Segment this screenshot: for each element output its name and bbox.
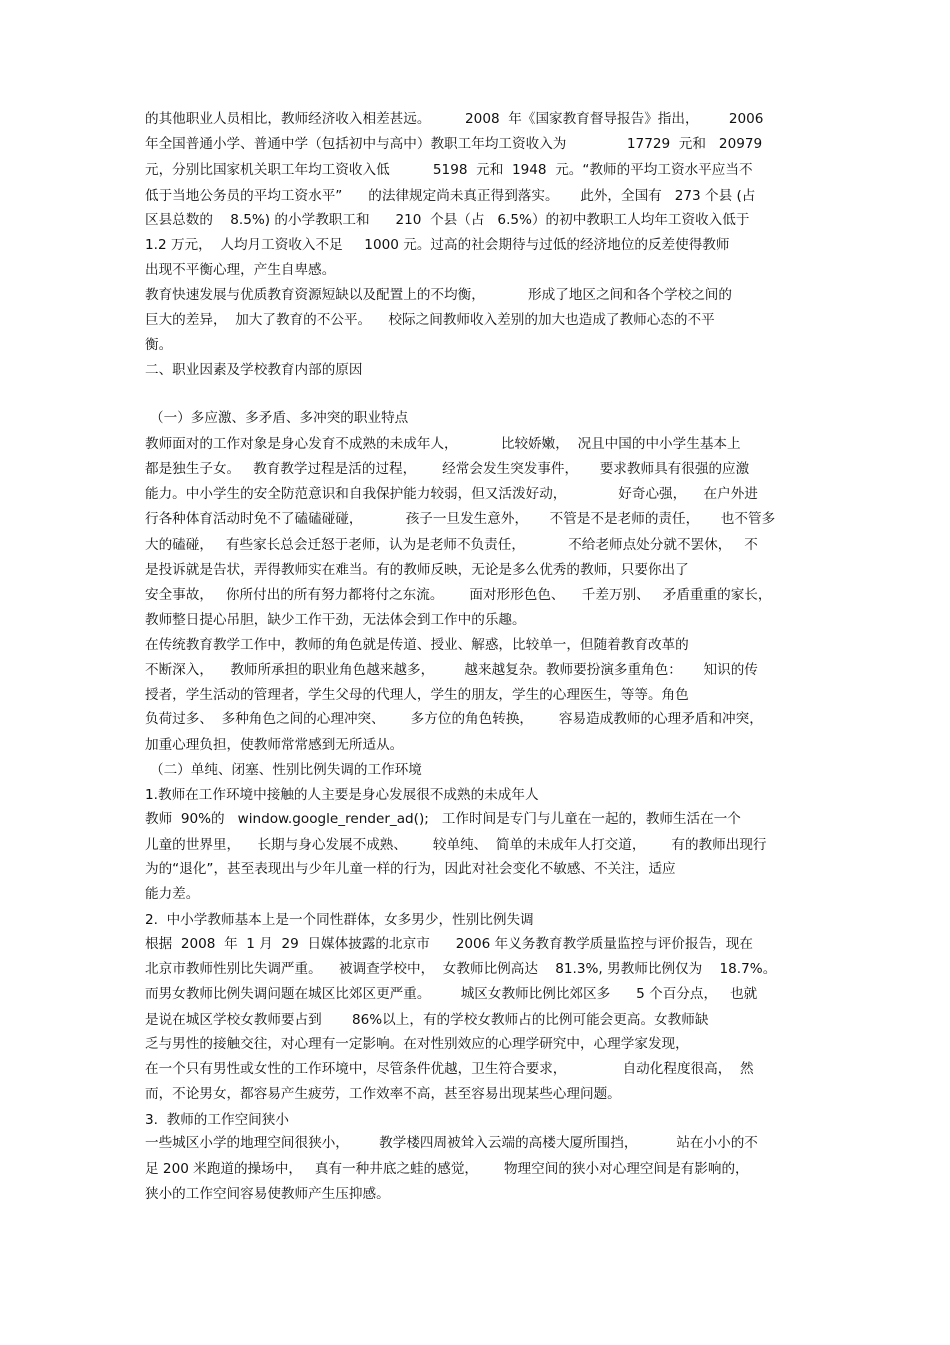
text-line: 大的磕碰， 有些家长总会迁怒于老师，认为是老师不负责任， 不给老师点处分就不罢休， 不 — [145, 537, 758, 553]
text-line: 而，不论男女，都容易产生疲劳，工作效率不高，甚至容易出现某些心理问题。 — [145, 1086, 621, 1102]
text-line: 年全国普通小学、普通中学（包括初中与高中）教职工年均工资收入为 17729 元和 20979 — [145, 136, 763, 152]
text-line: 巨大的差异， 加大了教育的不公平。 校际之间教师收入差别的加大也造成了教师心态的不平 — [145, 312, 715, 328]
text-line: 1.2 万元， 人均月工资收入不足 1000 元。过高的社会期待与过低的经济地位的反差使得教师 — [145, 237, 730, 253]
section-heading: 二、职业因素及学校教育内部的原因 — [145, 362, 363, 378]
subsection-heading: （二）单纯、闭塞、性别比例失调的工作环境 — [150, 762, 422, 778]
text-line: 是说在城区学校女教师要占到 86%以上，有的学校女教师占的比例可能会更高。女教师缺 — [145, 1012, 709, 1028]
text-line: 为的“退化”，甚至表现出与少年儿童一样的行为，因此对社会变化不敏感、不关注，适应 — [145, 861, 676, 877]
text-line: 衡。 — [145, 337, 173, 353]
text-line: 安全事故， 你所付出的所有努力都将付之东流。 面对形形色色、 千差万别、 矛盾重重的家长， — [145, 587, 772, 603]
text-line: 狭小的工作空间容易使教师产生压抑感。 — [145, 1186, 390, 1202]
text-line: 根据 2008 年 1 月 29 日媒体披露的北京市 2006 年义务教育教学质量监控与评价报告，现在 — [145, 936, 753, 952]
text-line: 都是独生子女。 教育教学过程是活的过程， 经常会发生突发事件， 要求教师具有很强的应激 — [145, 461, 750, 477]
text-line: 能力。中小学生的安全防范意识和自我保护能力较弱，但又活泼好动， 好奇心强， 在户外进 — [145, 486, 758, 502]
text-line: 出现不平衡心理，产生自卑感。 — [145, 262, 336, 278]
text-line: 元，分别比国家机关职工年均工资收入低 5198 元和 1948 元。“教师的平均工资水平应当不 — [145, 162, 753, 178]
text-line: 教育快速发展与优质教育资源短缺以及配置上的不均衡， 形成了地区之间和各个学校之间的 — [145, 287, 732, 303]
text-line: 教师整日提心吊胆，缺少工作干劲，无法体会到工作中的乐趣。 — [145, 612, 526, 628]
text-line: 足 200 米跑道的操场中， 真有一种井底之蛙的感觉， 物理空间的狭小对心理空间是有影响的， — [145, 1161, 749, 1177]
text-line: 在一个只有男性或女性的工作环境中，尽管条件优越，卫生符合要求， 自动化程度很高， 然 — [145, 1061, 754, 1077]
text-line: 而男女教师比例失调问题在城区比郊区更严重。 城区女教师比例比郊区多 5 个百分点， 也就 — [145, 986, 758, 1002]
text-line: 低于当地公务员的平均工资水平” 的法律规定尚未真正得到落实。 此外，全国有 273 个县 (占 — [145, 188, 756, 204]
text-line: 不断深入， 教师所承担的职业角色越来越多， 越来越复杂。教师要扮演多重角色： 知识的传 — [145, 662, 758, 678]
item-heading: 1.教师在工作环境中接触的人主要是身心发展很不成熟的未成年人 — [145, 787, 539, 803]
text-line: 在传统教育教学工作中，教师的角色就是传道、授业、解惑，比较单一，但随着教育改革的 — [145, 637, 689, 653]
item-heading: 3. 教师的工作空间狭小 — [145, 1112, 289, 1128]
text-line: 教师面对的工作对象是身心发育不成熟的未成年人， 比较娇嫩， 况且中国的中小学生基本上 — [145, 436, 741, 452]
text-line: 教师 90%的 window.google_render_ad(); 工作时间是专门与儿童在一起的，教师生活在一个 — [145, 811, 741, 827]
text-line: 儿童的世界里， 长期与身心发展不成熟、 较单纯、 简单的未成年人打交道， 有的教师出现行 — [145, 837, 767, 853]
text-line: 一些城区小学的地理空间很狭小， 教学楼四周被耸入云端的高楼大厦所围挡， 站在小小的不 — [145, 1135, 758, 1151]
text-line: 负荷过多、 多种角色之间的心理冲突、 多方位的角色转换， 容易造成教师的心理矛盾和冲突， — [145, 711, 763, 727]
text-line: 区县总数的 8.5%) 的小学教职工和 210 个县（占 6.5%）的初中教职工人均年工资收入低于 — [145, 212, 750, 228]
text-line: 能力差。 — [145, 886, 200, 902]
item-heading: 2. 中小学教师基本上是一个同性群体，女多男少，性别比例失调 — [145, 912, 534, 928]
text-line: 授者，学生活动的管理者，学生父母的代理人，学生的朋友，学生的心理医生，等等。角色 — [145, 687, 689, 703]
text-line: 行各种体育活动时免不了磕磕碰碰， 孩子一旦发生意外， 不管是不是老师的责任， 也不管多 — [145, 511, 776, 527]
text-line: 的其他职业人员相比，教师经济收入相差甚远。 2008 年《国家教育督导报告》指出， 2006 — [145, 111, 764, 127]
text-line: 是投诉就是告状，弄得教师实在难当。有的教师反映，无论是多么优秀的教师，只要你出了 — [145, 562, 689, 578]
text-line: 乏与男性的接触交往，对心理有一定影响。在对性别效应的心理学研究中，心理学家发现， — [145, 1036, 689, 1052]
text-line: 北京市教师性别比失调严重。 被调查学校中， 女教师比例高达 81.3%, 男教师比例仅为 18.7%。 — [145, 961, 777, 977]
subsection-heading: （一）多应激、多矛盾、多冲突的职业特点 — [150, 410, 409, 426]
text-line: 加重心理负担，使教师常常感到无所适从。 — [145, 737, 404, 753]
